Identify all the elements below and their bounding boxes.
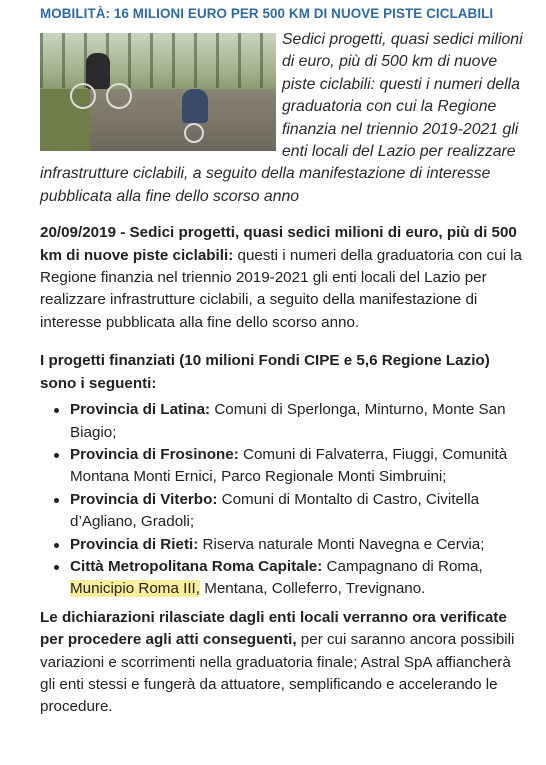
photo-wheel bbox=[106, 83, 132, 109]
photo-wheel bbox=[184, 123, 204, 143]
intro-block bbox=[40, 29, 526, 208]
province-text: Riserva naturale Monti Navegna e Cervia; bbox=[198, 535, 485, 553]
list-item bbox=[70, 444, 526, 489]
closing-lead: Le dichiarazioni rilasciate dagli enti locali verranno ora verificate per procedere agli atti conseguenti, bbox=[40, 608, 507, 649]
province-text: Campagnano di Roma, bbox=[322, 557, 483, 575]
list-item bbox=[70, 489, 526, 534]
list-item bbox=[70, 399, 526, 444]
photo-child-cyclist bbox=[182, 89, 208, 123]
closing-paragraph bbox=[40, 607, 526, 719]
date-lead: 20/09/2019 - Sedici progetti, quasi sedici milioni di euro, più di 500 km di nuove piste ciclabili: bbox=[40, 224, 517, 264]
province-label: Città Metropolitana Roma Capitale: bbox=[70, 557, 323, 575]
section-title: I progetti finanziati (10 milioni Fondi CIPE e 5,6 Regione Lazio) sono i seguenti: bbox=[40, 352, 490, 392]
cyclists-photo bbox=[40, 33, 276, 151]
photo-trees bbox=[40, 33, 276, 88]
list-item bbox=[70, 534, 526, 556]
province-text: Comuni di Montalto di Castro, Civitella d’Agliano, Gradoli; bbox=[70, 490, 480, 531]
photo-wheel bbox=[70, 83, 96, 109]
date-paragraph bbox=[40, 222, 526, 334]
article-headline[interactable]: MOBILITÀ: 16 MILIONI EURO PER 500 KM DI NUOVE PISTE CICLABILI bbox=[40, 6, 494, 21]
projects-list bbox=[40, 399, 526, 601]
province-text: Comuni di Sperlonga, Minturno, Monte San Biagio; bbox=[70, 401, 506, 441]
province-text: Comuni di Falvaterra, Fiuggi, Comunità Montana Monti Ernici, Parco Regionale Monti Simbruini; bbox=[70, 445, 508, 486]
intro-text: Sedici progetti, quasi sedici milioni di euro, più di 500 km di nuove piste ciclabili: questi i numeri della graduatoria con cui la Regione finanzia nel triennio 2019-2021 gli enti locali del Lazio per realizzare infrastrutture ciclabili, a seguito della manifestazione di interesse pubblicata alla fine dello scorso anno bbox=[40, 31, 523, 205]
province-text: Mentana, Colleferro, Trevignano. bbox=[199, 580, 426, 598]
date-body: questi i numeri della graduatoria con cui la Regione finanzia nel triennio 2019-2021 gli enti locali del Lazio per realizzare infrastrutture ciclabili, a seguito della manifestazione di interesse pubblicata alla fine dello scorso anno. bbox=[40, 246, 523, 331]
province-label: Provincia di Latina: bbox=[70, 401, 211, 419]
province-label: Provincia di Rieti: bbox=[70, 535, 199, 553]
closing-body: per cui saranno ancora possibili variazioni e scorrimenti nella graduatoria finale; Astral SpA affiancherà gli enti stessi e fungerà da attuatore, semplificando e accelerando le procedure. bbox=[40, 631, 515, 716]
province-label: Provincia di Frosinone: bbox=[70, 445, 239, 463]
photo-adult-cyclist bbox=[86, 53, 110, 89]
list-item bbox=[70, 556, 526, 601]
highlighted-text: Municipio Roma III, bbox=[70, 580, 200, 598]
province-label: Provincia di Viterbo: bbox=[70, 490, 218, 508]
